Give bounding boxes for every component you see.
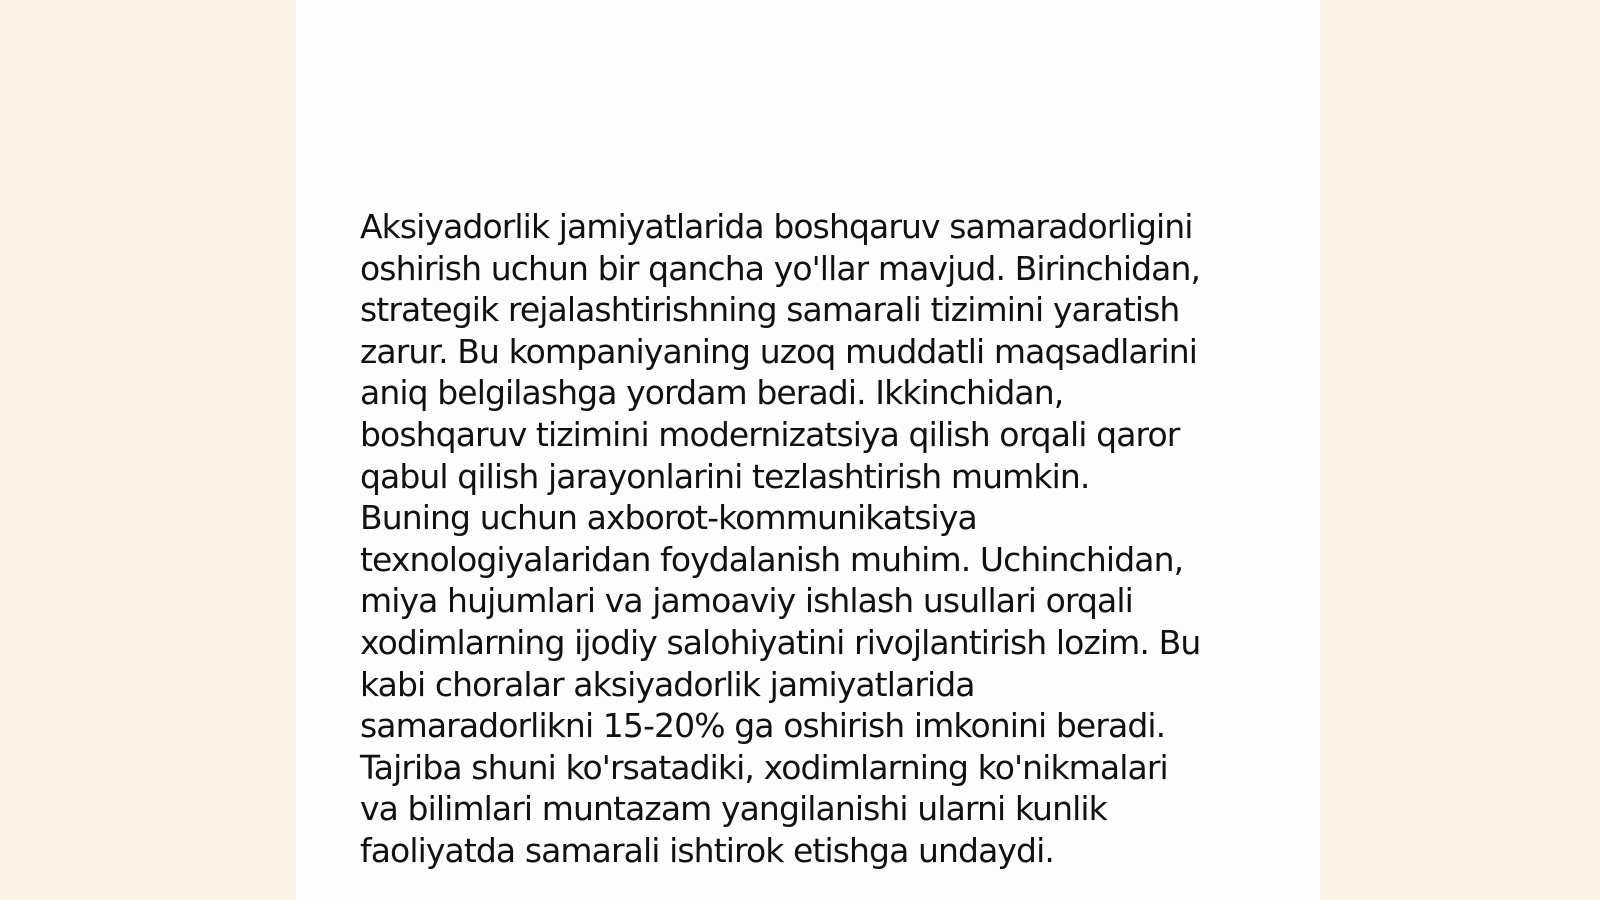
paragraph-line: boshqaruv tizimini modernizatsiya qilish orqali qaror [360,414,1180,454]
paragraph-line: zarur. Bu kompaniyaning uzoq muddatli maqsadlarini [360,331,1197,371]
paragraph-line: qabul qilish jarayonlarini tezlashtirish mumkin. [360,456,1090,496]
paragraph-line: Aksiyadorlik jamiyatlarida boshqaruv samaradorligini [360,207,1193,246]
paragraph-line: strategik rejalashtirishning samarali tizimini yaratish [360,290,1180,330]
paragraph-line: faoliyatda samarali ishtirok etishga undaydi. [360,830,1054,870]
paragraph-line: miya hujumlari va jamoaviy ishlash usullari orqali [360,581,1133,621]
paragraph-line: oshirish uchun bir qancha yo'llar mavjud. Birinchidan, [360,248,1201,288]
paragraph-line: Tajriba shuni ko'rsatadiki, xodimlarning ko'nikmalari [360,747,1168,787]
paragraph-line: va bilimlari muntazam yangilanishi ularni kunlik [360,789,1107,829]
paragraph-line: xodimlarning ijodiy salohiyatini rivojlantirish lozim. Bu [360,622,1201,662]
paragraph-line: aniq belgilashga yordam beradi. Ikkinchidan, [360,373,1064,413]
body-paragraph [360,206,1280,872]
paragraph-line: Buning uchun axborot-kommunikatsiya [360,498,977,538]
paragraph-line: texnologiyalaridan foydalanish muhim. Uchinchidan, [360,539,1184,579]
paragraph-line: samaradorlikni 15-20% ga oshirish imkonini beradi. [360,706,1166,746]
document-page [296,0,1320,900]
paragraph-line: kabi choralar aksiyadorlik jamiyatlarida [360,664,975,704]
